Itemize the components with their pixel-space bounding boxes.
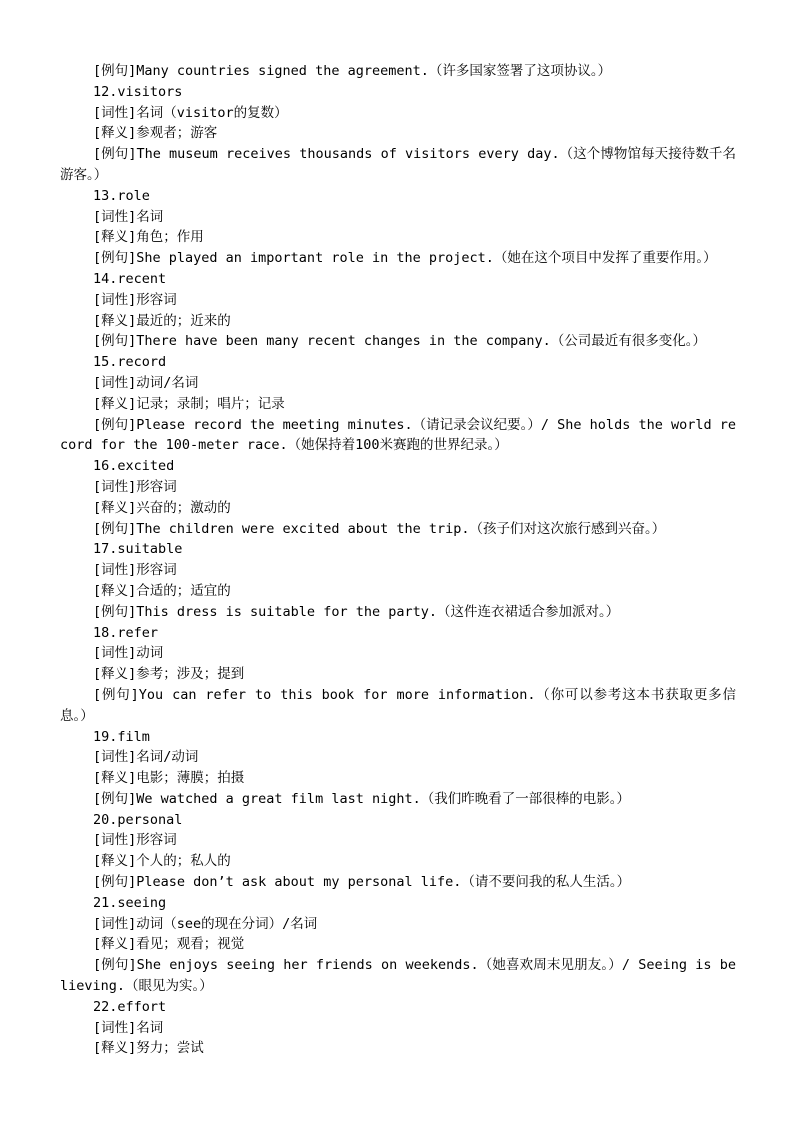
part-of-speech: [词性]形容词 (93, 562, 177, 579)
part-of-speech: [词性]动词/名词 (93, 374, 199, 391)
definition: [释义]个人的；私人的 (93, 853, 231, 870)
entry-head: 13.role (93, 187, 150, 204)
part-of-speech: [词性]形容词 (93, 832, 177, 849)
example-sentence: [例句]She enjoys seeing her friends on weekends.（她喜欢周末见朋友。）/ Seeing is believing.（眼见为实。） (60, 957, 736, 995)
example-sentence: [例句]She played an important role in the project.（她在这个项目中发挥了重要作用。） (93, 250, 717, 267)
example-sentence: [例句]You can refer to this book for more information.（你可以参考这本书获取更多信息。） (60, 686, 736, 724)
part-of-speech: [词性]名词（visitor的复数） (93, 104, 288, 121)
part-of-speech: [词性]形容词 (93, 291, 177, 308)
example-sentence: [例句]There have been many recent changes in the company.（公司最近有很多变化。） (93, 333, 707, 350)
example-sentence: [例句]We watched a great film last night.（我们昨晚看了一部很棒的电影。） (93, 790, 630, 807)
document-page (60, 61, 736, 1059)
definition: [释义]努力；尝试 (93, 1040, 204, 1057)
example-sentence: [例句]The museum receives thousands of visitors every day.（这个博物馆每天接待数千名游客。） (60, 146, 736, 183)
entry-head: 15.record (93, 354, 167, 371)
entry-head: 20.personal (93, 811, 183, 828)
definition: [释义]参观者；游客 (93, 125, 218, 142)
definition: [释义]合适的；适宜的 (93, 582, 231, 599)
part-of-speech: [词性]名词 (93, 1019, 164, 1036)
example-sentence: [例句]Please don’t ask about my personal life.（请不要问我的私人生活。） (93, 874, 631, 891)
definition: [释义]参考；涉及；提到 (93, 666, 245, 683)
definition: [释义]最近的；近来的 (93, 312, 231, 329)
definition: [释义]看见；观看；视觉 (93, 936, 245, 953)
entry-head: 22.effort (93, 998, 167, 1015)
entry-head: 21.seeing (93, 894, 167, 911)
entry-head: 12.visitors (93, 83, 183, 100)
example-sentence: [例句]Many countries signed the agreement.（许多国家签署了这项协议。） (93, 63, 612, 79)
part-of-speech: [词性]动词（see的现在分词）/名词 (93, 915, 318, 932)
example-sentence: [例句]This dress is suitable for the party.（这件连衣裙适合参加派对。） (93, 603, 620, 620)
part-of-speech: [词性]名词 (93, 208, 164, 225)
definition: [释义]电影；薄膜；拍摄 (93, 770, 245, 787)
entry-head: 19.film (93, 728, 150, 745)
part-of-speech: [词性]名词/动词 (93, 749, 199, 766)
entry-head: 17.suitable (93, 541, 183, 558)
definition: [释义]记录；录制；唱片；记录 (93, 395, 285, 412)
part-of-speech: [词性]动词 (93, 645, 164, 662)
entry-head: 18.refer (93, 624, 159, 641)
entry-head: 16.excited (93, 458, 175, 475)
definition: [释义]角色；作用 (93, 229, 204, 246)
example-sentence: [例句]Please record the meeting minutes.（请记录会议纪要。）/ She holds the world record for the 100-meter race.（她保持着100米赛跑的世界纪录。） (60, 416, 736, 454)
part-of-speech: [词性]形容词 (93, 478, 177, 495)
entry-head: 14.recent (93, 270, 167, 287)
definition: [释义]兴奋的；激动的 (93, 499, 231, 516)
example-sentence: [例句]The children were excited about the trip.（孩子们对这次旅行感到兴奋。） (93, 520, 666, 537)
